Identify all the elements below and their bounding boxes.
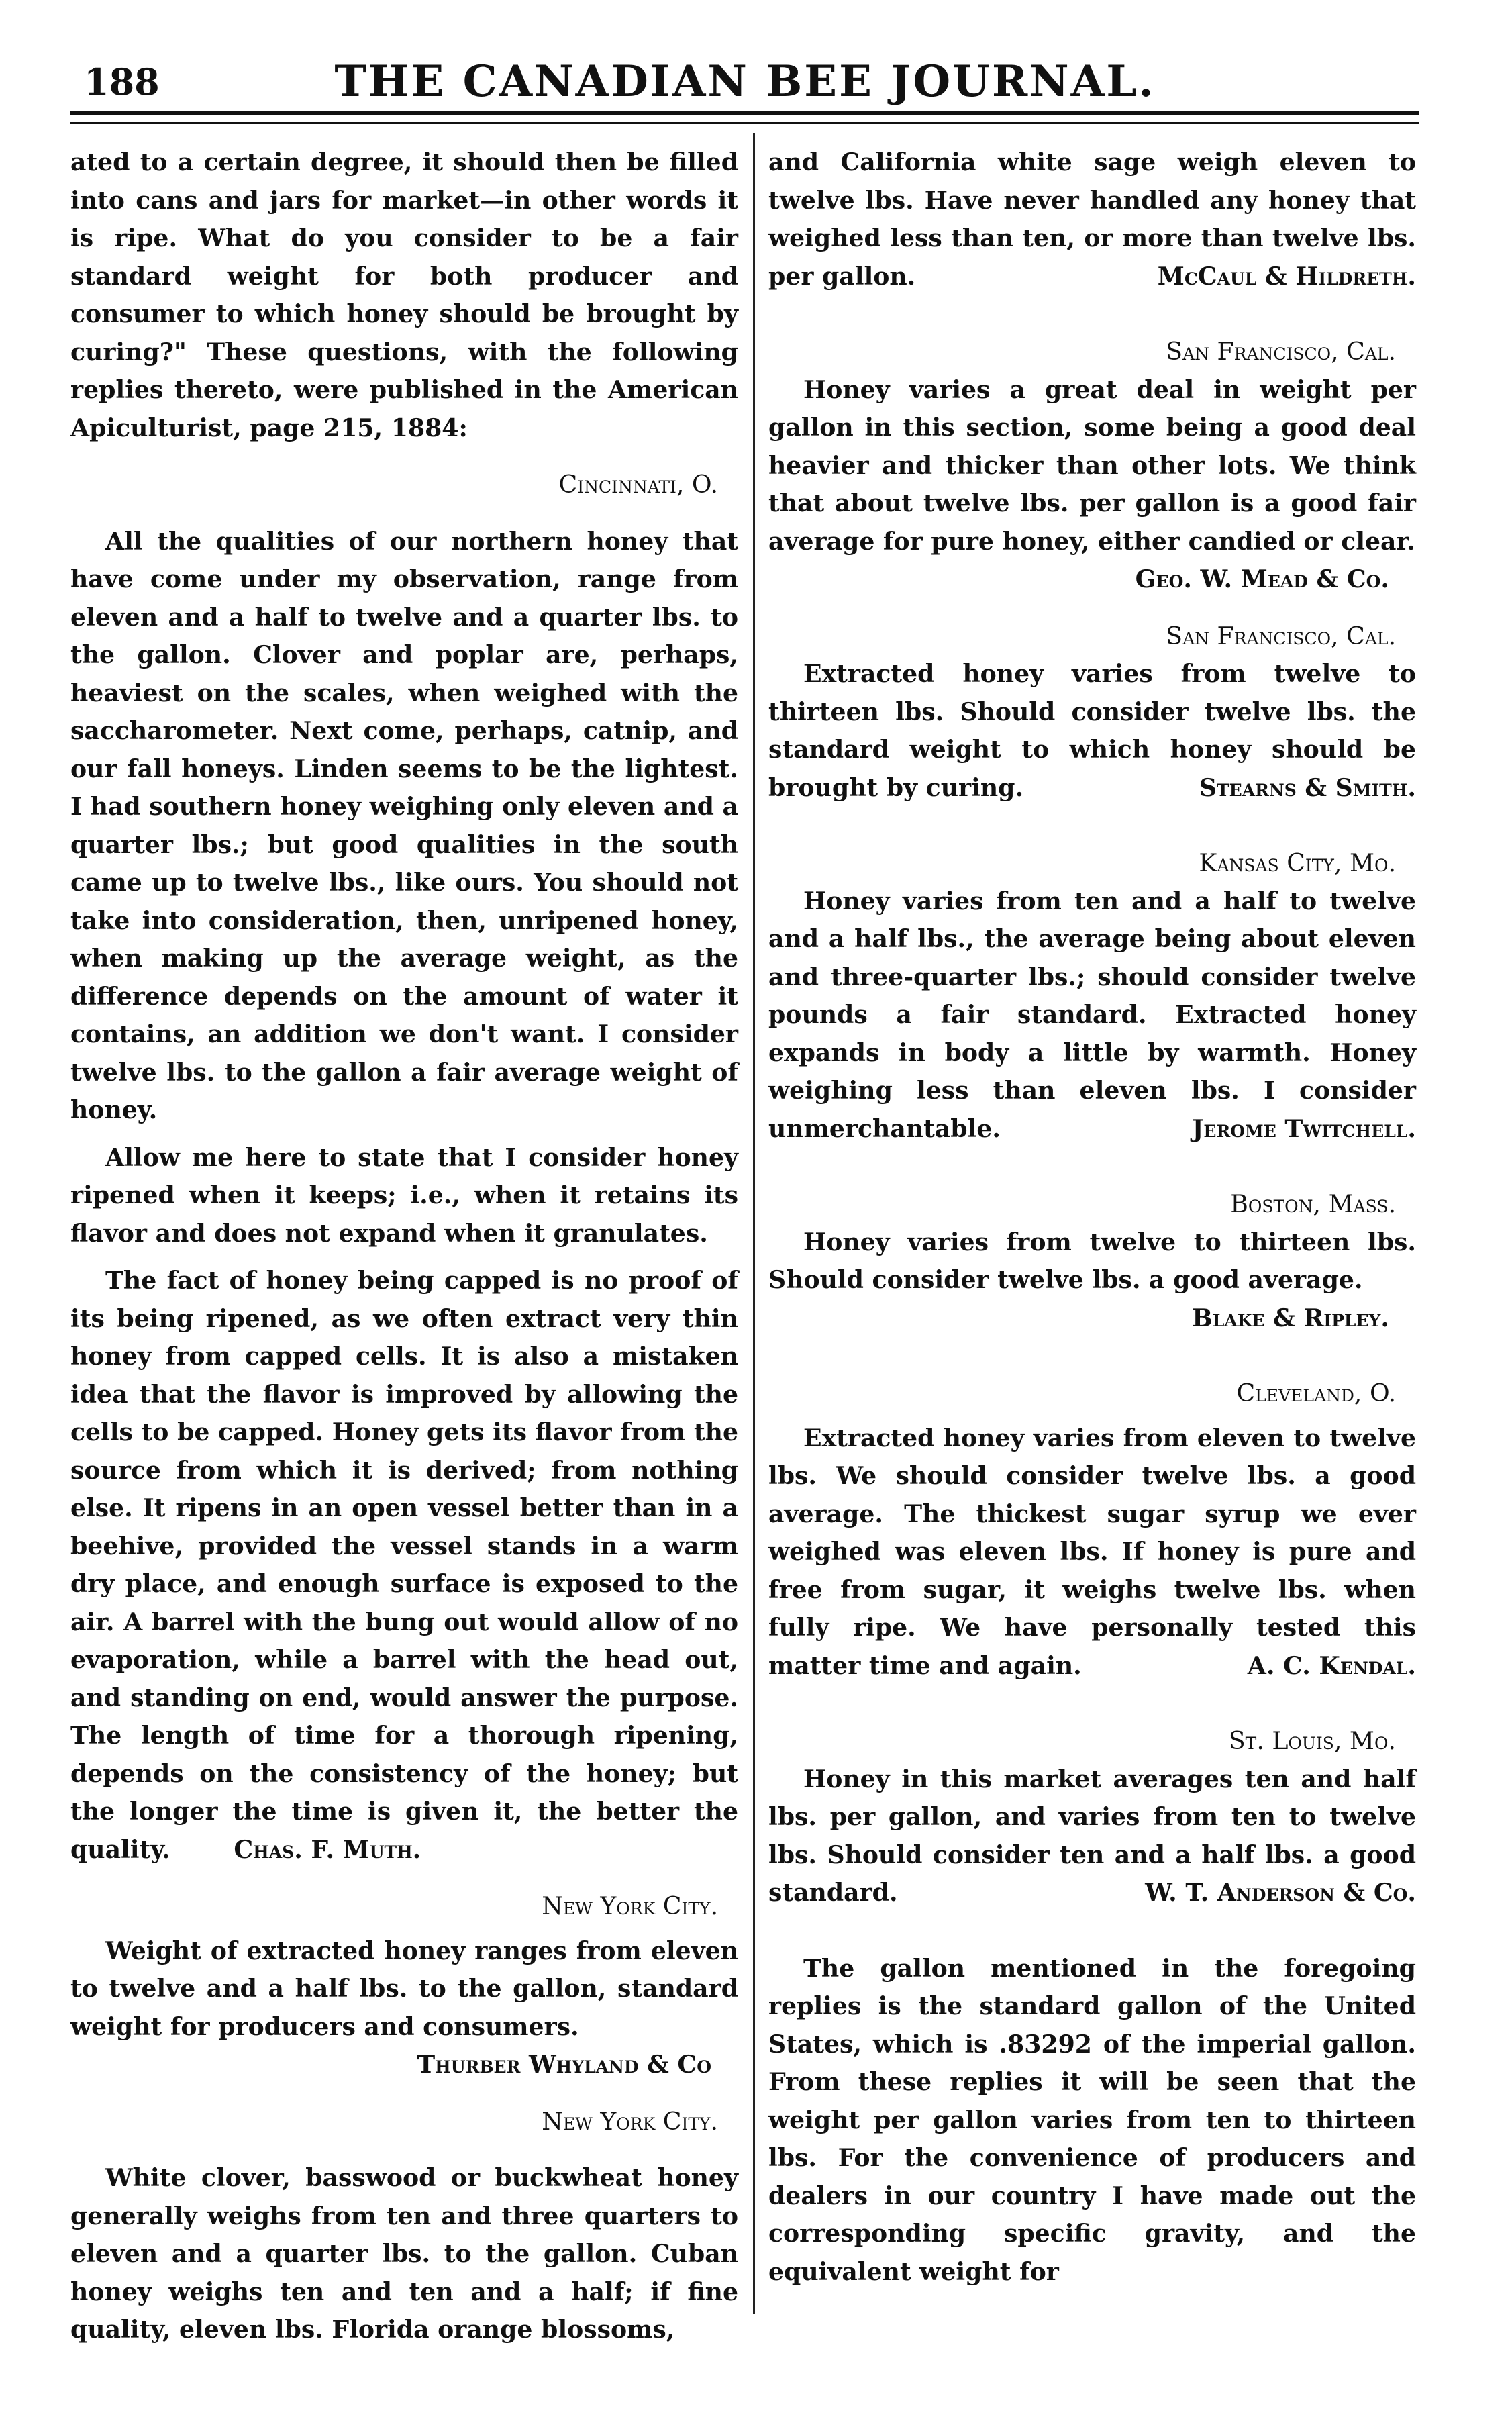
signature-stearns: Stearns & Smith.	[1199, 773, 1416, 802]
twitchell-paragraph	[768, 883, 1416, 1148]
dateline-kansas-city: Kansas City, Mo.	[1199, 848, 1396, 877]
signature-mead: Geo. W. Mead & Co.	[1135, 564, 1389, 593]
twitchell-paragraph-text: Honey varies from ten and a half to twelve and a half lbs., the average being about eleven and three-quarter lbs.; should consider twelve pounds a fair standard. Extracted honey expands in body a little by warmth. Honey weighing less than eleven lbs. I consider unmerchantable.	[768, 886, 1416, 1143]
closing-paragraph: The gallon mentioned in the foregoing replies is the standard gallon of the United States, which is .83292 of the imperial gallon. From these replies it will be seen that the weight per gallon varies from ten to thirteen lbs. For the convenience of producers and dealers in our country I have made out the corresponding specific gravity, and the equivalent weight for	[768, 1953, 1416, 2286]
right-column	[768, 144, 1416, 2291]
signature-blake: Blake & Ripley.	[1192, 1303, 1389, 1332]
left-column	[70, 144, 738, 2349]
stearns-paragraph-text: Extracted honey varies from twelve to thirteen lbs. Should consider twelve lbs. the standard weight to which honey should be brought by curing.	[768, 659, 1416, 802]
kendal-paragraph	[768, 1420, 1416, 1685]
kendal-paragraph-text: Extracted honey varies from eleven to twelve lbs. We should consider twelve lbs. a good average. The thickest sugar syrup we ever weighed was eleven lbs. If honey is pure and free from sugar, it weighs twelve lbs. when fully ripe. We have personally tested this matter time and again.	[768, 1423, 1416, 1680]
muth-paragraph-2: Allow me here to state that I consider honey ripened when it keeps; i.e., when it retains its flavor and does not expand when it granulates.	[70, 1142, 738, 1248]
dateline-new-york-1: New York City.	[542, 1891, 718, 1920]
anderson-paragraph	[768, 1761, 1416, 1912]
journal-title: THE CANADIAN BEE JOURNAL.	[334, 56, 1156, 107]
continued-paragraph-text: and California white sage weigh eleven to twelve lbs. Have never handled any honey that weighed less than ten, or more than twelve lbs. per gallon.	[768, 148, 1416, 291]
signature-anderson: W. T. Anderson & Co.	[1145, 1878, 1416, 1907]
dateline-boston: Boston, Mass.	[1230, 1189, 1396, 1218]
signature-muth: Chas. F. Muth.	[234, 1834, 421, 1864]
signature-mccaul: McCaul & Hildreth.	[1157, 261, 1416, 291]
signature-kendal: A. C. Kendal.	[1247, 1650, 1416, 1680]
muth-paragraph-3-text: The fact of honey being capped is no proof of its being ripened, as we often extract very thin honey from capped cells. It is also a mistaken idea that the flavor is improved by allowing the cells to be capped. Honey gets its flavor from the source from which it is derived; from nothing else. It ripens in an open vessel better than in a beehive, provided the vessel stands in a warm dry place, and enough surface is exposed to the air. A barrel with the bung out would allow of no evaporation, while a barrel with the head out, and standing on end, would answer the purpose. The length of time for a thorough ripening, depends on the consistency of the honey; but the longer the time is given it, the better the quality.	[70, 1266, 738, 1864]
continued-paragraph	[768, 144, 1416, 295]
header-rule-thin	[70, 122, 1419, 124]
mead-paragraph: Honey varies a great deal in weight per gallon in this section, some being a good deal heavier and thicker than other lots. We think that about twelve lbs. per gallon is a good fair average for pure honey, either candied or clear.	[768, 375, 1416, 556]
signature-twitchell: Jerome Twitchell.	[1192, 1114, 1416, 1143]
ny2-paragraph: White clover, basswood or buckwheat honey generally weighs from ten and three quarters to eleven and a quarter lbs. to the gallon. Cuban honey weighs ten and ten and a half; if fine quality, eleven lbs. Florida orange blossoms,	[70, 2163, 738, 2344]
dateline-cincinnati: Cincinnati, O.	[558, 470, 718, 499]
anderson-paragraph-text: Honey in this market averages ten and half lbs. per gallon, and varies from ten to twelve lbs. Should consider ten and a half lbs. a good standard.	[768, 1764, 1416, 1907]
page-header	[70, 56, 1419, 107]
dateline-cleveland: Cleveland, O.	[1236, 1379, 1396, 1408]
signature-thurber: Thurber Whyland & Co	[417, 2050, 711, 2079]
page-number: 188	[84, 60, 160, 103]
column-divider	[753, 133, 755, 2314]
muth-paragraph-1: All the qualities of our northern honey that have come under my observation, range from eleven and a half to twelve and a quarter lbs. to the gallon. Clover and poplar are, perhaps, heaviest on the scales, when weighed with the saccharometer. Next come, perhaps, catnip, and our fall honeys. Linden seems to be the lightest. I had southern honey weighing only eleven and a quarter lbs.; but good qualities in the south came up to twelve lbs., like ours. You should not take into consideration, then, unripened honey, when making up the average weight, as the difference depends on the amount of water it contains, an addition we don't want. I consider twelve lbs. to the gallon a fair average weight of honey.	[70, 526, 738, 1124]
intro-paragraph: ated to a certain degree, it should then be filled into cans and jars for market—in other words it is ripe. What do you consider to be a fair standard weight for both producer and consumer to which honey should be brought by curing?" These questions, with the following replies thereto, were published in the American Apiculturist, page 215, 1884:	[70, 148, 738, 442]
dateline-san-francisco-2: San Francisco, Cal.	[1166, 621, 1396, 650]
dateline-san-francisco-1: San Francisco, Cal.	[1166, 337, 1396, 366]
thurber-paragraph: Weight of extracted honey ranges from eleven to twelve and a half lbs. to the gallon, standard weight for producers and consumers.	[70, 1936, 738, 2041]
blake-paragraph: Honey varies from twelve to thirteen lbs. Should consider twelve lbs. a good average.	[768, 1227, 1416, 1294]
dateline-st-louis: St. Louis, Mo.	[1228, 1726, 1396, 1755]
muth-paragraph-3	[70, 1262, 738, 1869]
dateline-new-york-2: New York City.	[542, 2106, 718, 2136]
header-rule-thick	[70, 111, 1419, 115]
stearns-paragraph	[768, 655, 1416, 807]
